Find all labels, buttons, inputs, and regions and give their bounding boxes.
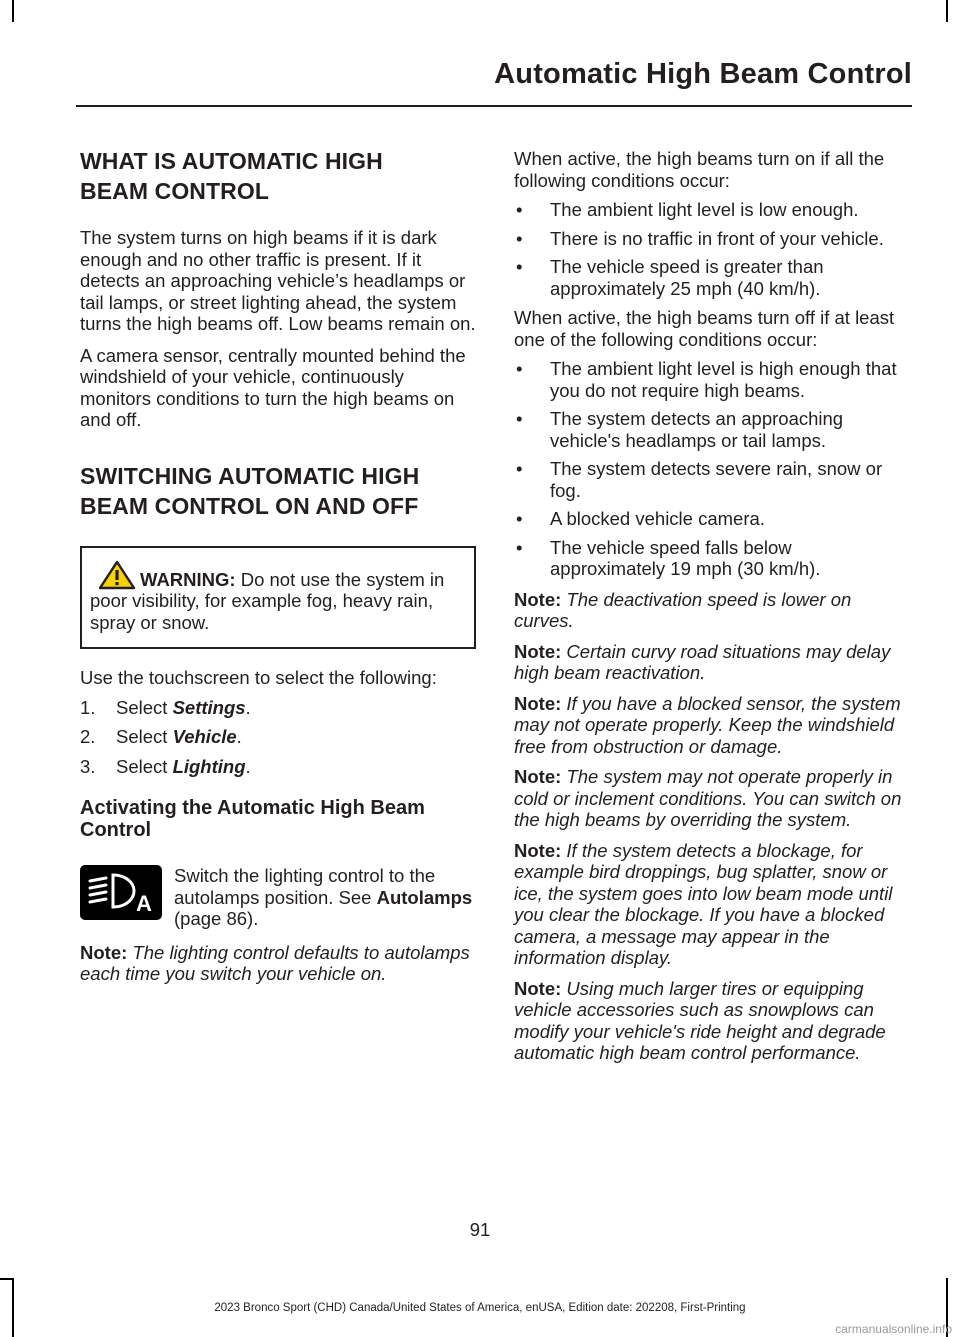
list-item: • The system detects severe rain, snow or fog. — [516, 458, 883, 501]
list-item: • The ambient light level is low enough. — [516, 199, 859, 220]
page-number: 91 — [469, 1219, 491, 1240]
menu-lighting: Lighting — [172, 755, 246, 777]
note-cold-conditions: Note: The system may not operate properly in cold or inclement conditions. You can switch on the high beams by overriding the system. — [514, 766, 902, 830]
left-column — [80, 146, 476, 985]
intro-paragraph: The system turns on high beams if it is dark enough and no other traffic is present. If it detects an approaching vehicle’s headlamps or tail lamps, or street lighting ahead, the system turns the high beams off. Low beams remain on. — [80, 227, 476, 334]
note-lighting-default: Note: The lighting control defaults to autolamps each time you switch your vehicle on. — [80, 941, 470, 984]
autolamp-icon — [80, 865, 162, 920]
note-blocked-sensor: Note: If you have a blocked sensor, the system may not operate properly. Keep the windshield free from obstruction or damage. — [514, 692, 901, 757]
on-conditions-intro: When active, the high beams turn on if all the following conditions occur: — [514, 148, 885, 191]
subsection-title-activating: Activating the Automatic High Beam Control — [80, 797, 425, 841]
list-item: 1. Select Settings. — [80, 696, 251, 718]
autolamp-instruction: A Switch the lighting control to the autolamps position. See Autolamps (page 86). — [80, 865, 476, 930]
svg-text:A: A — [136, 891, 152, 916]
page-header-title: Automatic High Beam Control — [494, 58, 912, 90]
list-item: • The vehicle speed is greater than approximately 25 mph (40 km/h). — [516, 256, 824, 299]
note-larger-tires: Note: Using much larger tires or equipping vehicle accessories such as snowplows can modify your vehicle's ride height and degrade automatic high beam control performance. — [514, 977, 886, 1063]
off-conditions-intro: When active, the high beams turn off if at least one of the following conditions occur: — [514, 307, 895, 350]
note-curvy-roads: Note: Certain curvy road situations may delay high beam reactivation. — [514, 640, 891, 683]
right-column — [514, 148, 910, 1064]
list-item: • The system detects an approaching vehicle's headlamps or tail lamps. — [516, 408, 844, 451]
crop-mark-bottom-left-h — [0, 1278, 14, 1280]
off-conditions-list — [514, 358, 910, 580]
warning-text: Do not use the system in poor visibility, for example fog, heavy rain, spray or snow. — [90, 568, 445, 633]
crop-mark-top-right-v — [946, 0, 948, 22]
warning-box — [80, 546, 476, 650]
crop-mark-top-left-v — [12, 0, 14, 22]
menu-settings: Settings — [172, 696, 246, 718]
page-footer: 2023 Bronco Sport (CHD) Canada/United States of America, enUSA, Edition date: 202208, First-Printing — [214, 1302, 746, 1314]
note-blockage: Note: If the system detects a blockage, for example bird droppings, bug splatter, snow or ice, the system goes into low beam mode until you clear the blockage. If you have a blocked camera, a message may appear in the information display. — [514, 839, 893, 968]
note-deactivation-speed: Note: The deactivation speed is lower on curves. — [514, 588, 852, 631]
list-item: • The vehicle speed falls below approximately 19 mph (30 km/h). — [516, 536, 821, 579]
watermark: carmanualsonline.info — [835, 1322, 952, 1336]
autolamps-link[interactable]: Autolamps — [376, 886, 473, 908]
header-divider — [76, 105, 912, 107]
on-conditions-list — [514, 199, 910, 299]
list-item: • There is no traffic in front of your vehicle. — [516, 227, 884, 249]
section-title-switching: SWITCHING AUTOMATIC HIGH BEAM CONTROL ON AND OFF — [80, 462, 420, 519]
warning-label: WARNING: — [140, 568, 236, 590]
list-item: 3. Select Lighting. — [80, 755, 251, 777]
menu-vehicle: Vehicle — [172, 726, 237, 747]
section-title-what-is: WHAT IS AUTOMATIC HIGH BEAM CONTROL — [80, 148, 383, 204]
list-item: 2. Select Vehicle. — [80, 726, 242, 747]
warning-triangle-icon — [98, 560, 136, 590]
list-item: • The ambient light level is high enough that you do not require high beams. — [516, 358, 897, 401]
steps-list — [80, 697, 476, 778]
camera-paragraph: A camera sensor, centrally mounted behind the windshield of your vehicle, continuously monitors conditions to turn the high beams on and off. — [80, 344, 466, 430]
list-item: • A blocked vehicle camera. — [516, 508, 765, 529]
touchscreen-instruction: Use the touchscreen to select the following: — [80, 667, 437, 688]
